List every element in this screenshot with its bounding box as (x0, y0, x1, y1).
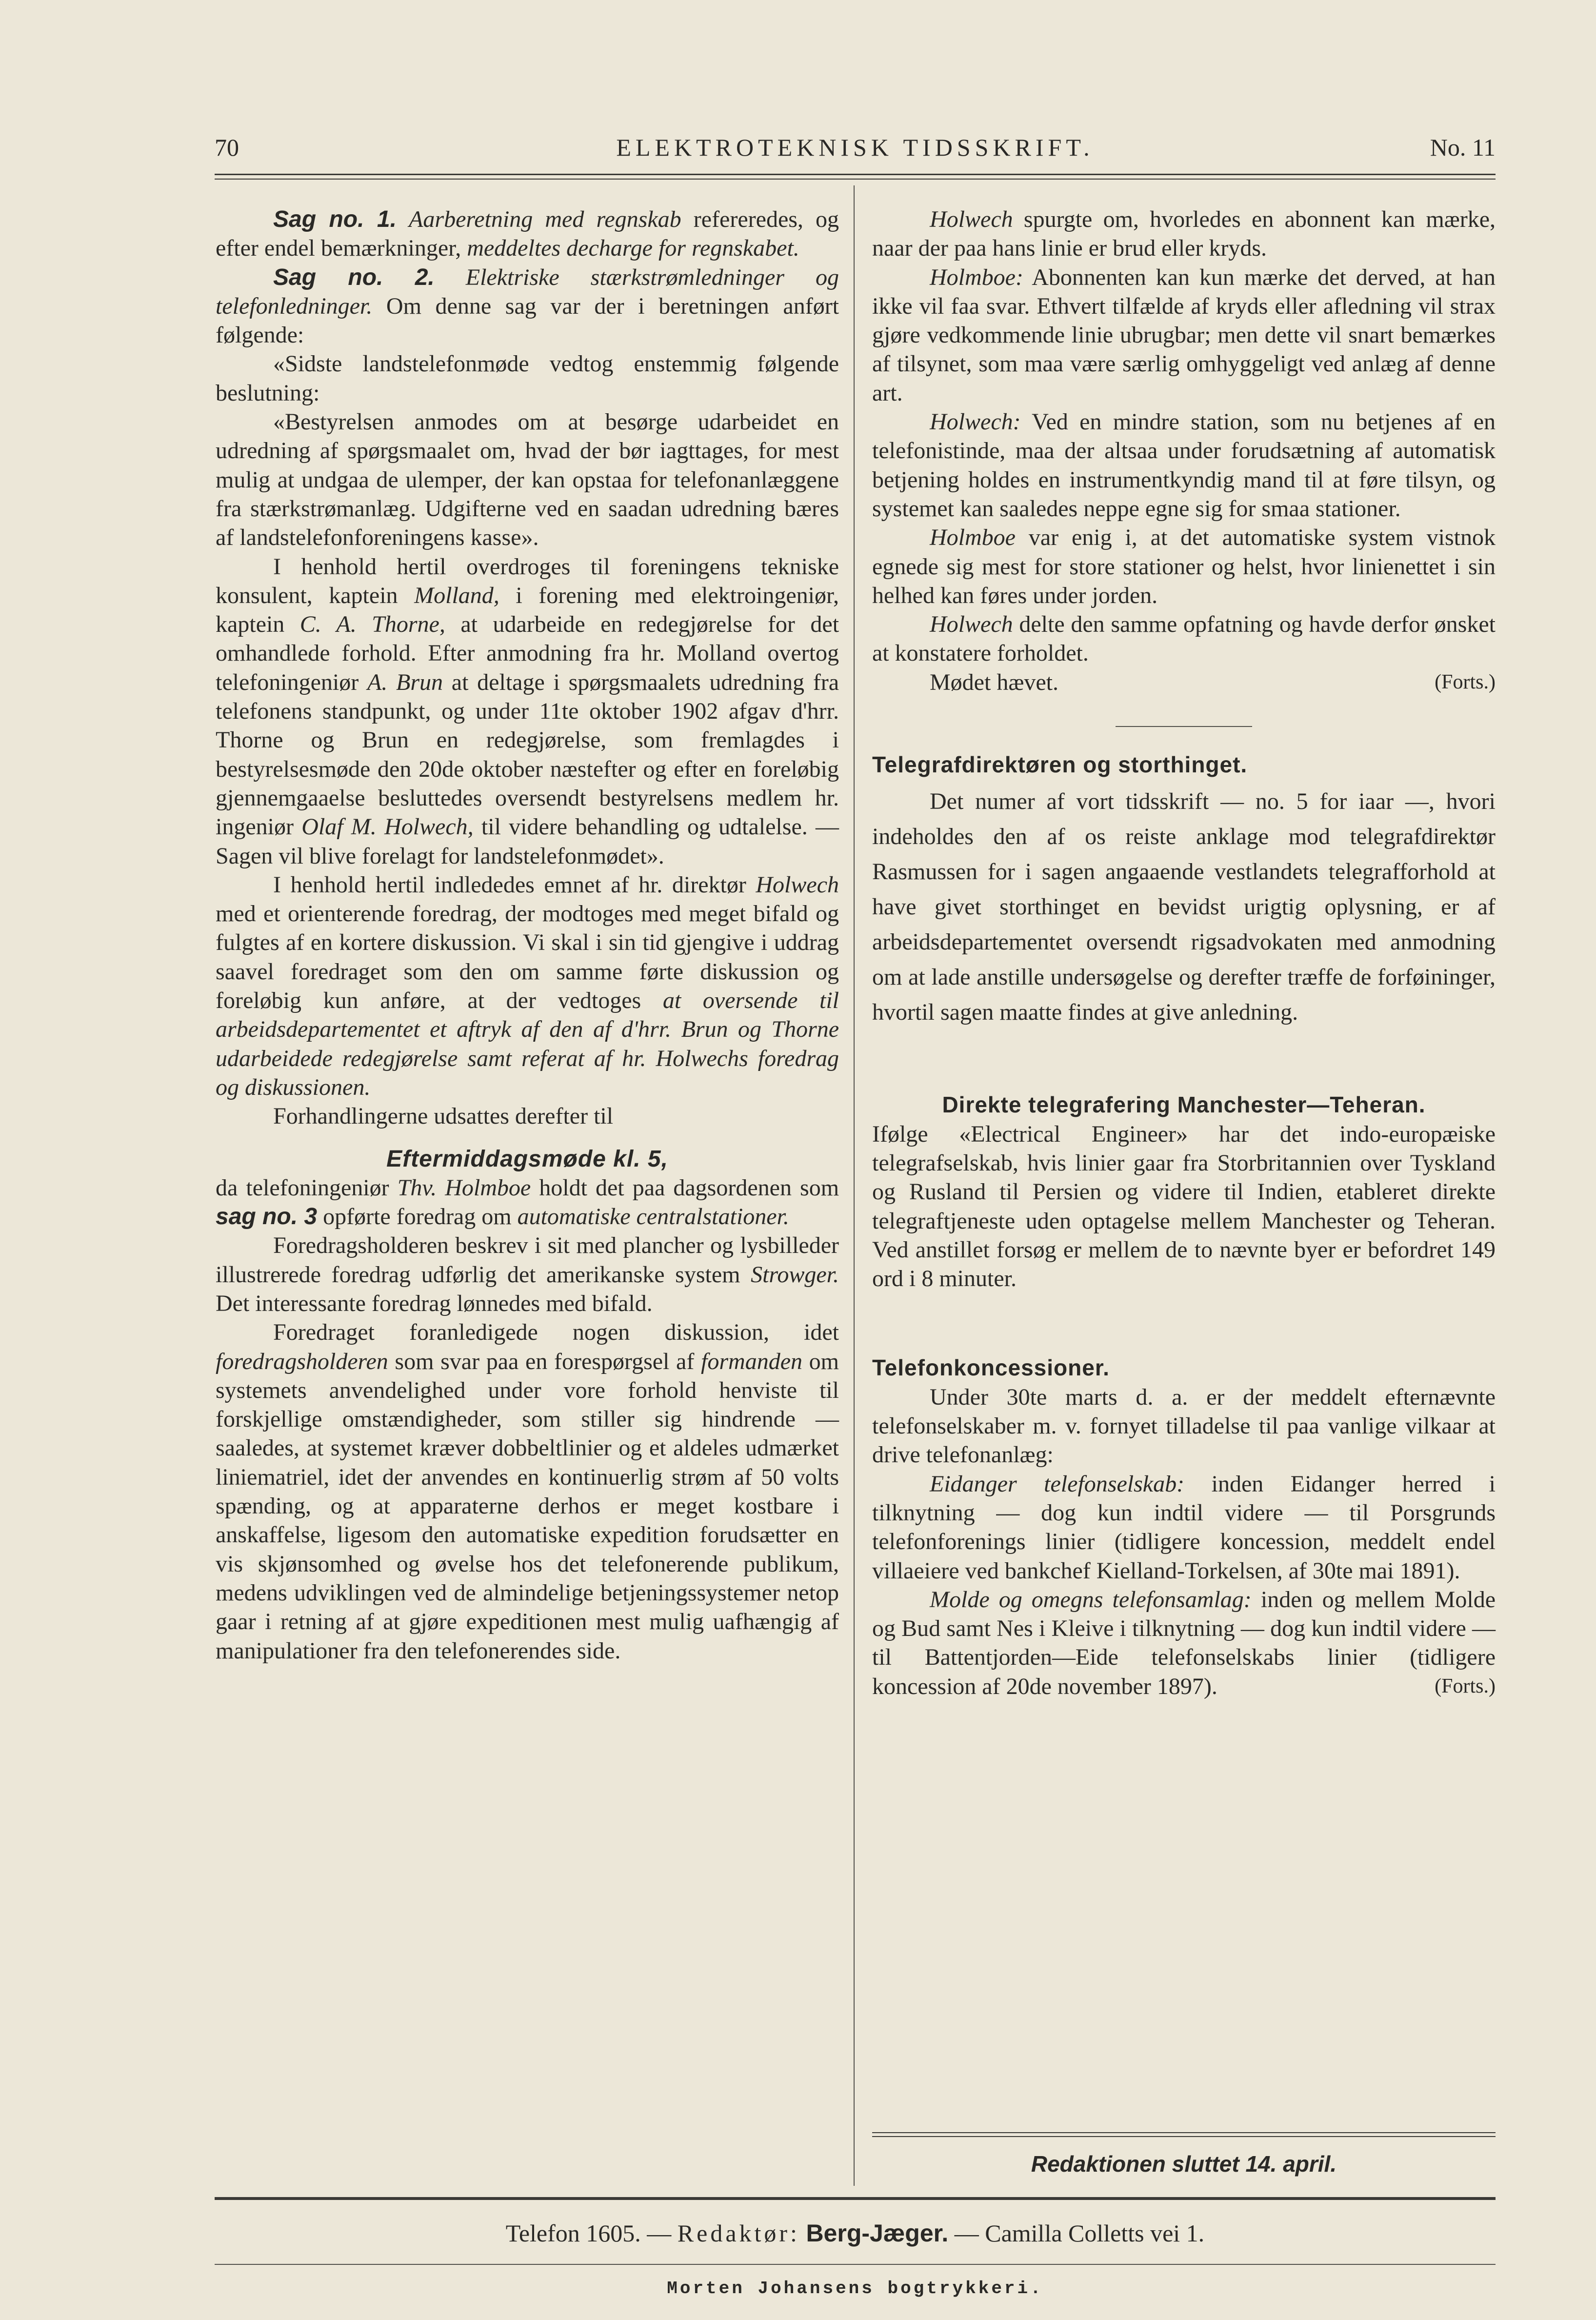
paragraph-henhold-1: I henhold hertil overdroges til foreningens tekniske konsulent, kaptein Molland, i forening med elektroingeniør, kaptein C. A. Thorne, at udarbeide en redegjørelse for det omhandlede forhold. Efter anmodning fra hr. Molland overtog telefoningeniør A. Brun at deltage i spørgsmaalets udredning fra telefonens standpunkt, og under 11te oktober 1902 afgav d'hrr. Thorne og Brun en redegjørelse, som fremlagdes i bestyrelsesmøde den 20de oktober næstefter og efter en foreløbig gjennemgaaelse besluttedes oversendt bestyrelsens medlem hr. ingeniør Olaf M. Holwech, til videre behandling og udtalelse. — Sagen vil blive forelagt for landstelefonmødet». (216, 553, 839, 869)
spacer (872, 1293, 1496, 1323)
paragraph-modet-haevet: Mødet hævet. (Forts.) (872, 668, 1496, 697)
journal-title: ELEKTROTEKNISK TIDSSKRIFT. (616, 134, 1094, 161)
printer-imprint: Morten Johansens bogtrykkeri. (667, 2279, 1043, 2299)
paragraph-holmboe-2: Holmboe var enig i, at det automatiske system vistnok egnede sig mest for store stationer og helst, hvor linienettet i sin helhed kan føres under jorden. (872, 525, 1496, 608)
paragraph-sag-1: Sag no. 1. Aarberetning med regnskab refereredes, og efter endel bemærkninger, meddeltes decharge for regnskabet. (216, 206, 839, 262)
paragraph-holwech-1: Holwech spurgte om, hvorledes en abonnent kan mærke, naar der paa hans linie er brud eller kryds. (872, 206, 1496, 262)
footer-rule (215, 2197, 1496, 2200)
footer-rule-thin (215, 2264, 1496, 2265)
paragraph-holwech-3: Holwech delte den samme opfatning og havde derfor ønsket at konstatere forholdet. (872, 611, 1496, 666)
paragraph-henhold-2: I henhold hertil indlededes emnet af hr. direktør Holwech med et orienterende foredrag, der modtoges med meget bifald og fulgtes af en kortere diskussion. Vi skal i sin tid gjengive i uddrag saavel foredraget som den om samme førte diskussion og foreløbig kun anføre, at der vedtoges at oversende til arbeidsdepartementet et aftryk af den af d'hrr. Brun og Thorne udarbeidede redegjørelse samt referat af hr. Holwechs foredrag og diskussionen. (216, 871, 839, 1100)
issue-number: No. 11 (1430, 134, 1496, 161)
section-divider (1116, 726, 1252, 727)
spacer (872, 1323, 1496, 1353)
heading-manchester-teheran: Direkte telegrafering Manchester—Teheran. (942, 1092, 1426, 1118)
paragraph-holmboe: da telefoningeniør Thv. Holmboe holdt det paa dagsordenen som sag no. 3 opførte foredrag om automatiske centralstationer. (216, 1174, 839, 1230)
footer-address: — Camilla Colletts vei 1. (954, 2219, 1205, 2247)
spacer (872, 1030, 1496, 1060)
footer-contact (215, 2216, 1496, 2250)
footer-redaktor-label: Redaktør: (677, 2219, 800, 2247)
subheading-eftermiddagsmode: Eftermiddagsmøde kl. 5, (386, 1146, 668, 1172)
paragraph-holwech-2: Holwech: Ved en mindre station, som nu betjenes af en telefonistinde, maa der altsaa under forudsætning af automatisk betjening holdes en instrumentkyndig mand til at føre tilsyn, og systemet kan saaledes neppe egne sig for smaa stationer. (872, 409, 1496, 522)
editorial-closing-note: Redaktionen sluttet 14. april. (1031, 2151, 1337, 2177)
paragraph-molde: Molde og omegns telefonsamlag: inden og mellem Molde og Bud samt Nes i Kleive i tilknytning — dog kun indtil videre — til Battentjorden—Eide telefonselskabs linier (tidligere koncession af 20de november 1897). (Forts.) (872, 1585, 1496, 1701)
paragraph-eidanger: Eidanger telefonselskab: inden Eidanger herred i tilknytning — dog kun indtil videre — til Porsgrunds telefonforenings linier (tidligere koncession, meddelt endel villaeiere ved bankchef Kielland-Torkelsen, af 30te mai 1891). (872, 1471, 1496, 1584)
header-rule (215, 174, 1496, 180)
paragraph-diskussion: Foredraget foranledigede nogen diskussion, idet foredragsholderen som svar paa en forespørgsel af formanden om systemets anvendelighed under vore forhold henviste til forskjellige omstændigheder, som stiller sig hindrende — saaledes, at systemet kræver dobbeltlinier og et aldeles udmærket liniematriel, idet der anvendes en kontinuerlig strøm af 50 volts spænding, og at apparaterne derhos er meget kostbare i anskaffelse, ligesom den automatiske expedition forudsætter en vis skjønsomhed og øvelse hos det telefonerende publikum, medens udviklingen ved de almindelige betjeningssystemer netop gaar i retning af at gjøre expeditionen mest mulig uafhængig af manipulationer fra den telefonerendes side. (216, 1319, 839, 1664)
footer-telefon: Telefon 1605. — (505, 2219, 672, 2247)
paragraph-holmboe-1: Holmboe: Abonnenten kan kun mærke det derved, at han ikke vil faa svar. Ethvert tilfælde af kryds eller afledning vil strax gjøre vedkommende linie ubrugbar; men dette vil snart bemærkes af tilsynet, som maa være særlig omhyggeligt ved anlæg af denne art. (872, 264, 1496, 406)
article-manchester-teheran: Ifølge «Electrical Engineer» har det indo-europæiske telegrafselskab, hvis linier gaar fra Storbritannien over Tyskland og Rusland til Persien og videre til Indien, etableret direkte telegraftjeneste uden optagelse mellem Manchester og Teheran. Ved anstillet forsøg er mellem de to nævnte byer er befordret 149 ord i 8 minuter. (872, 1121, 1496, 1292)
column-divider (854, 185, 855, 2186)
spacer (872, 1060, 1496, 1090)
paragraph-quote: «Bestyrelsen anmodes om at besørge udarbeidet en udredning af spørgsmaalet om, hvad der bør iagttages, for mest mulig at undgaa de ulemper, der kan opstaa for telefonanlæggene fra stærkstrømanlæg. Udgifterne ved en saadan udredning bæres af landstelefonforeningens kasse». (216, 409, 839, 551)
heading-telefonkoncessioner: Telefonkoncessioner. (872, 1355, 1110, 1381)
left-column (216, 205, 839, 1665)
paragraph-forhandlingerne: Forhandlingerne udsattes derefter til (273, 1103, 614, 1130)
forts-label: (Forts.) (1435, 670, 1496, 693)
article-telegrafdirektoren: Det numer af vort tidsskrift — no. 5 for iaar —, hvori indeholdes den af os reiste anklage mod telegrafdirektør Rasmussen for i sagen angaaende vestlandets telegrafforhold at have givet storthinget en bevidst urigtig oplysning, er af arbeidsdepartementet oversendt rigsadvokaten med anmodning om at lade anstille undersøgelse og derefter træffe de forføininger, hvortil sagen maatte findes at give anledning. (872, 788, 1496, 1026)
colophon-rule (872, 2136, 1496, 2137)
forts-label: (Forts.) (1435, 1674, 1496, 1697)
article-telefonkoncessioner: Under 30te marts d. a. er der meddelt efternævnte telefonselskaber m. v. fornyet tilladelse til paa vanlige vilkaar at drive telefonanlæg: (872, 1384, 1496, 1468)
running-head (215, 128, 1496, 167)
colophon-rule (872, 2132, 1496, 2133)
page-number: 70 (215, 134, 239, 161)
right-column (872, 205, 1496, 1701)
heading-telegrafdirektoren: Telegrafdirektøren og storthinget. (872, 752, 1248, 778)
footer-redaktor-name: Berg-Jæger. (806, 2219, 949, 2247)
paragraph-quote-intro: «Sidste landstelefonmøde vedtog enstemmig følgende beslutning: (216, 351, 839, 406)
paragraph-strowger: Foredragsholderen beskrev i sit med plancher og lysbilleder illustrerede foredrag udførlig det amerikanske system Strowger. Det interessante foredrag lønnedes med bifald. (216, 1232, 839, 1316)
paragraph-sag-2: Sag no. 2. Elektriske stærkstrømledninger og telefonledninger. Om denne sag var der i beretningen anført følgende: (216, 264, 839, 348)
